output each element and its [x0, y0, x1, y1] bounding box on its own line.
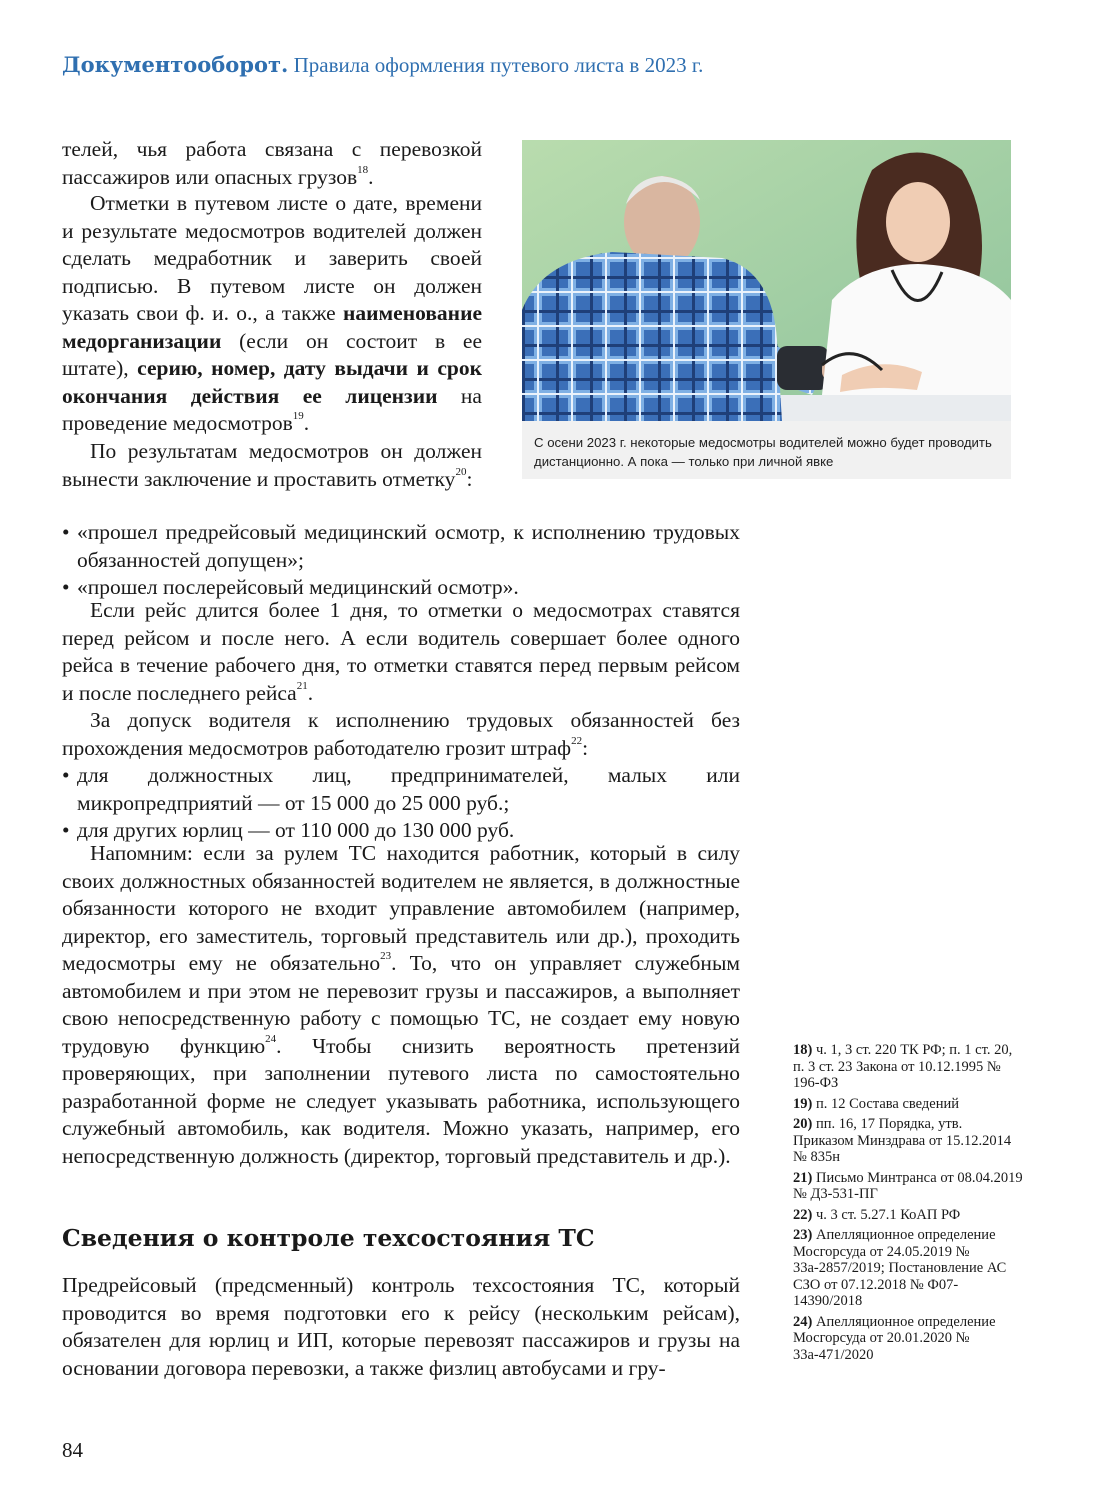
footnote-19: 19) п. 12 Состава сведений	[793, 1095, 960, 1112]
footnotes	[793, 1042, 1023, 1367]
paragraph-1: телей, чья работа связана с перевозкой пассажиров или опасных грузов$^{18}$.	[62, 137, 482, 189]
medical-exam-photo	[522, 140, 1011, 421]
bold-license: серию, номер, дату выдачи и срок окончания действия ее лицензии	[62, 356, 482, 408]
header-section: Документооборот.	[62, 52, 289, 77]
paragraph-3: По результатам медосмотров он должен вынести заключение и проставить отметку$^{20}$:	[62, 439, 482, 491]
footnote-20: 20) пп. 16, 17 Порядка, утв. Приказом Минздрава от 15.12.2014 № 835н	[793, 1116, 1012, 1165]
conclusion-list	[62, 519, 740, 602]
list-item: • «прошел послерейсовый медицинский осмотр».	[62, 574, 740, 602]
footnote-18: 18) ч. 1, 3 ст. 220 ТК РФ; п. 1 ст. 20, п. 3 ст. 23 Закона от 10.12.1995 № 196-ФЗ	[793, 1042, 1013, 1091]
running-header	[62, 52, 703, 78]
list-item: • для должностных лиц, предпринимателей, малых или микропредприятий — от 15 000 до 25 000 руб.;	[62, 762, 740, 817]
paragraph-5: За допуск водителя к исполнению трудовых обязанностей без прохождения медосмотров работодателю грозит штраф$^{22}$:	[62, 708, 740, 760]
footnote-ref-20[interactable]: 20	[455, 465, 467, 478]
footnote-ref-21[interactable]: 21	[296, 679, 308, 692]
footnote-24: 24) Апелляционное определение Мосгорсуда от 20.01.2020 № 33а-471/2020	[793, 1313, 996, 1363]
fines-list	[62, 762, 740, 845]
header-title: Правила оформления путевого листа в 2023 г.	[293, 53, 704, 77]
footnote-22: 22) ч. 3 ст. 5.27.1 КоАП РФ	[793, 1206, 961, 1223]
paragraph-6: Напомним: если за рулем ТС находится работник, который в силу своих должностных обязанностей водителем не является, в должностные обязанности которого не входит управление автомобилем (например, директор, его заместитель, торговый представитель или др.), проходить медосмотры ему не обязательно$^{23}$. То, что он управляет служебным автомобилем и при этом не перевозит грузы и пассажиров, а выполняет свою непосредственную работу с помощью ТС, не создает ему новую трудовую функцию$^{24}$. Чтобы снизить вероятность претензий проверяющих, при заполнении путевого листа по самостоятельно разработанной форме не следует указывать работника, использующего служебный автомобиль, как водителя. Можно указать, например, его непосредственную должность (директор, торговый представитель и др.).	[62, 841, 740, 1168]
section-heading: Сведения о контроле техсостояния ТС	[62, 1224, 595, 1252]
photo-illustration	[522, 140, 1011, 421]
section-paragraph: Предрейсовый (предсменный) контроль техсостояния ТС, который проводится во время подготовки его к рейсу (нескольким рейсам), обязателен для юрлиц и ИП, которые перевозят пассажиров и грузы на основании договора перевозки, а также физлиц автобусами и гру-	[62, 1273, 740, 1380]
footnote-ref-18[interactable]: 18	[357, 163, 369, 176]
footnote-23: 23) Апелляционное определение Мосгорсуда от 24.05.2019 № 33а-2857/2019; Постановление АС СЗО от 07.12.2018 № Ф07-14390/2018	[793, 1227, 1007, 1309]
list-item: • для других юрлиц — от 110 000 до 130 000 руб.	[62, 817, 740, 845]
footnote-ref-22[interactable]: 22	[571, 734, 583, 747]
footnote-ref-19[interactable]: 19	[292, 410, 304, 422]
paragraph-4: Если рейс длится более 1 дня, то отметки о медосмотрах ставятся перед рейсом и после него. А если водитель совершает более одного рейса в течение рабочего дня, то отметки ставятся перед первым рейсом и после последнего рейса$^{21}$.	[62, 598, 740, 705]
photo-block	[522, 140, 1011, 479]
page-number: 84	[62, 1438, 83, 1462]
footnote-21: 21) Письмо Минтранса от 08.04.2019 № Д3-531-ПГ	[793, 1169, 1023, 1202]
photo-caption: С осени 2023 г. некоторые медосмотры водителей можно будет проводить дистанционно. А пока — только при личной явке	[534, 435, 992, 469]
footnote-ref-23[interactable]: 23	[380, 950, 392, 962]
bold-medorg: наименование медорганизации	[62, 301, 482, 353]
list-item: • «прошел предрейсовый медицинский осмотр, к исполнению трудовых обязанностей допущен»;	[62, 519, 740, 574]
footnote-ref-24[interactable]: 24	[265, 1032, 277, 1045]
paragraph-2: Отметки в путевом листе о дате, времени и результате медосмотров водителей должен сделать медработник и заверить своей подписью. В путевом листе он должен указать свои ф. и. о., а также наименование медорганизации (если он состоит в ее штате), серию, номер, дату выдачи и срок окончания действия ее лицензии на проведение медосмотров$^{19}$.	[62, 191, 482, 435]
